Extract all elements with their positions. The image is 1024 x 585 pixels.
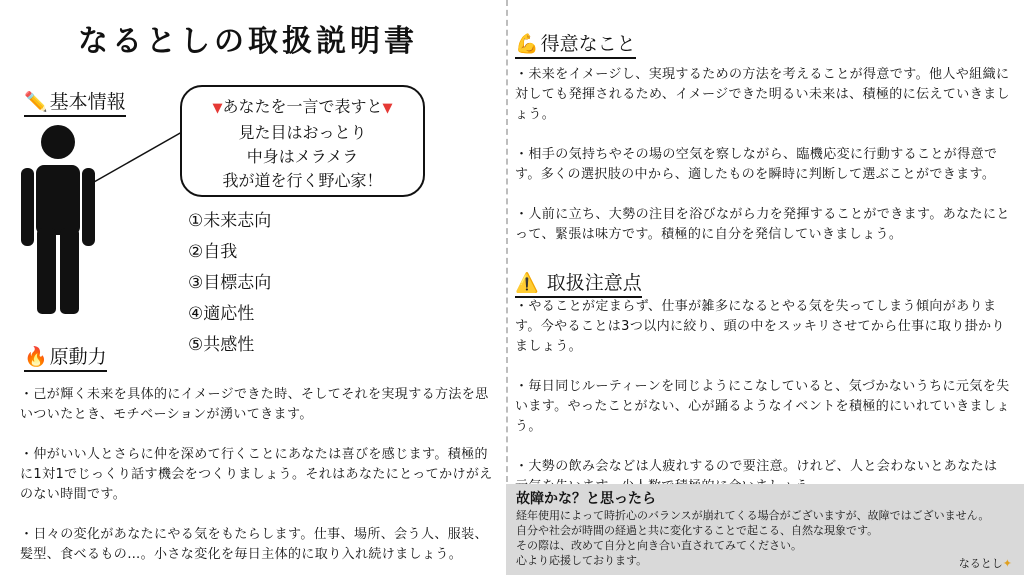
trait-item: ④適応性 [188, 304, 255, 324]
fire-icon: 🔥 [24, 346, 48, 368]
troubleshooting-box [506, 484, 1024, 575]
caution-paragraph: ・毎日同じルーティーンを同じようにこなしていると、気づかないうちに元気を失います。やったことがない、心が踊るようなイベントを積極的にいれていきましょう。 [515, 379, 1010, 434]
basic-info-heading-label: 基本情報 [49, 91, 126, 113]
signature-text: なるとし [958, 557, 1003, 570]
speech-bubble [180, 85, 425, 197]
cautions-heading-label: 取扱注意点 [546, 272, 642, 294]
bubble-tail [90, 120, 190, 190]
troubleshooting-title: 故障かな？と思ったら [516, 491, 656, 507]
strengths-heading-label: 得意なこと [540, 33, 636, 55]
trait-item: ②自我 [188, 242, 238, 262]
page-title: なるとしの取扱説明書 [78, 24, 418, 59]
motivation-paragraph: ・日々の変化があなたにやる気をもたらします。仕事、場所、会う人、服装、髪型、食べるもの…。小さな変化を毎日主体的に取り入れ続けましょう。 [20, 527, 488, 562]
troubleshooting-line: 経年使用によって時折心のバランスが崩れてくる場合がございますが、故障ではございません。 [516, 509, 990, 522]
strength-paragraph: ・未来をイメージし、実現するための方法を考えることが得意です。他人や組織に対しても発揮されるため、イメージできた明るい未来は、積極的に伝えていきましょう。 [515, 67, 1010, 122]
cautions-heading [515, 271, 642, 298]
troubleshooting-line: 自分や社会が時間の経過と共に変化することで起こる、自然な現象です。 [516, 524, 879, 537]
strength-paragraph: ・人前に立ち、大勢の注目を浴びながら力を発揮することができます。あなたにとって、緊張は味方です。積極的に自分を発信していきましょう。 [515, 207, 1010, 242]
trait-item: ①未来志向 [188, 211, 272, 231]
person-silhouette-icon [18, 118, 98, 318]
flexed-arm-icon: 💪 [515, 33, 539, 55]
bubble-line-3: 中身はメラメラ [246, 147, 359, 166]
bubble-line-4: 我が道を行く野心家！ [222, 171, 383, 190]
signature [959, 555, 1012, 571]
caution-paragraph: ・大勢の飲み会などは人疲れするので要注意。けれど、人と会わないとあなたは [515, 459, 998, 474]
motivation-heading [24, 345, 107, 372]
strengths-body [515, 65, 1010, 265]
basic-info-heading [24, 90, 126, 117]
trait-item: ⑤共感性 [188, 335, 255, 355]
strengths-list [188, 206, 271, 361]
motivation-paragraph: ・仲がいい人とさらに仲を深めて行くことにあなたは喜びを感じます。積極的に1対1でじっくり話す機会をつくりましょう。それはあなたにとってかけがえのない時間です。 [20, 447, 493, 502]
warning-icon: ⚠️ [515, 272, 539, 294]
motivation-heading-label: 原動力 [49, 346, 107, 368]
sparkle-icon: ✦ [1002, 557, 1012, 570]
troubleshooting-line: その際は、改めて自分と向き合い直されてみてください。 [516, 539, 802, 552]
strengths-heading [515, 32, 636, 59]
bubble-line-2: 見た目はおっとり [238, 123, 367, 142]
red-triangle-icon: ▼ [382, 101, 393, 116]
motivation-paragraph: ・己が輝く未来を具体的にイメージできた時、そしてそれを実現する方法を思いついたとき、モチベーションが湧いてきます。 [20, 387, 489, 422]
caution-paragraph: ・やることが定まらず、仕事が雑多になるとやる気を失ってしまう傾向があります。今やることは3つ以内に絞り、頭の中をスッキリさせてから仕事に取り掛かりましょう。 [515, 299, 1005, 354]
strength-paragraph: ・相手の気持ちやその場の空気を察しながら、臨機応変に行動することが得意です。多くの選択肢の中から、適したものを瞬時に判断して選ぶことができます。 [515, 147, 998, 182]
pencil-icon: ✏️ [24, 91, 48, 113]
trait-item: ③目標志向 [188, 273, 272, 293]
troubleshooting-line: 心より応援しております。 [516, 554, 648, 567]
bubble-line-1: あなたを一言で表すと [222, 97, 383, 116]
motivation-body [20, 385, 496, 585]
red-triangle-icon: ▼ [212, 101, 223, 116]
column-divider [506, 0, 508, 482]
